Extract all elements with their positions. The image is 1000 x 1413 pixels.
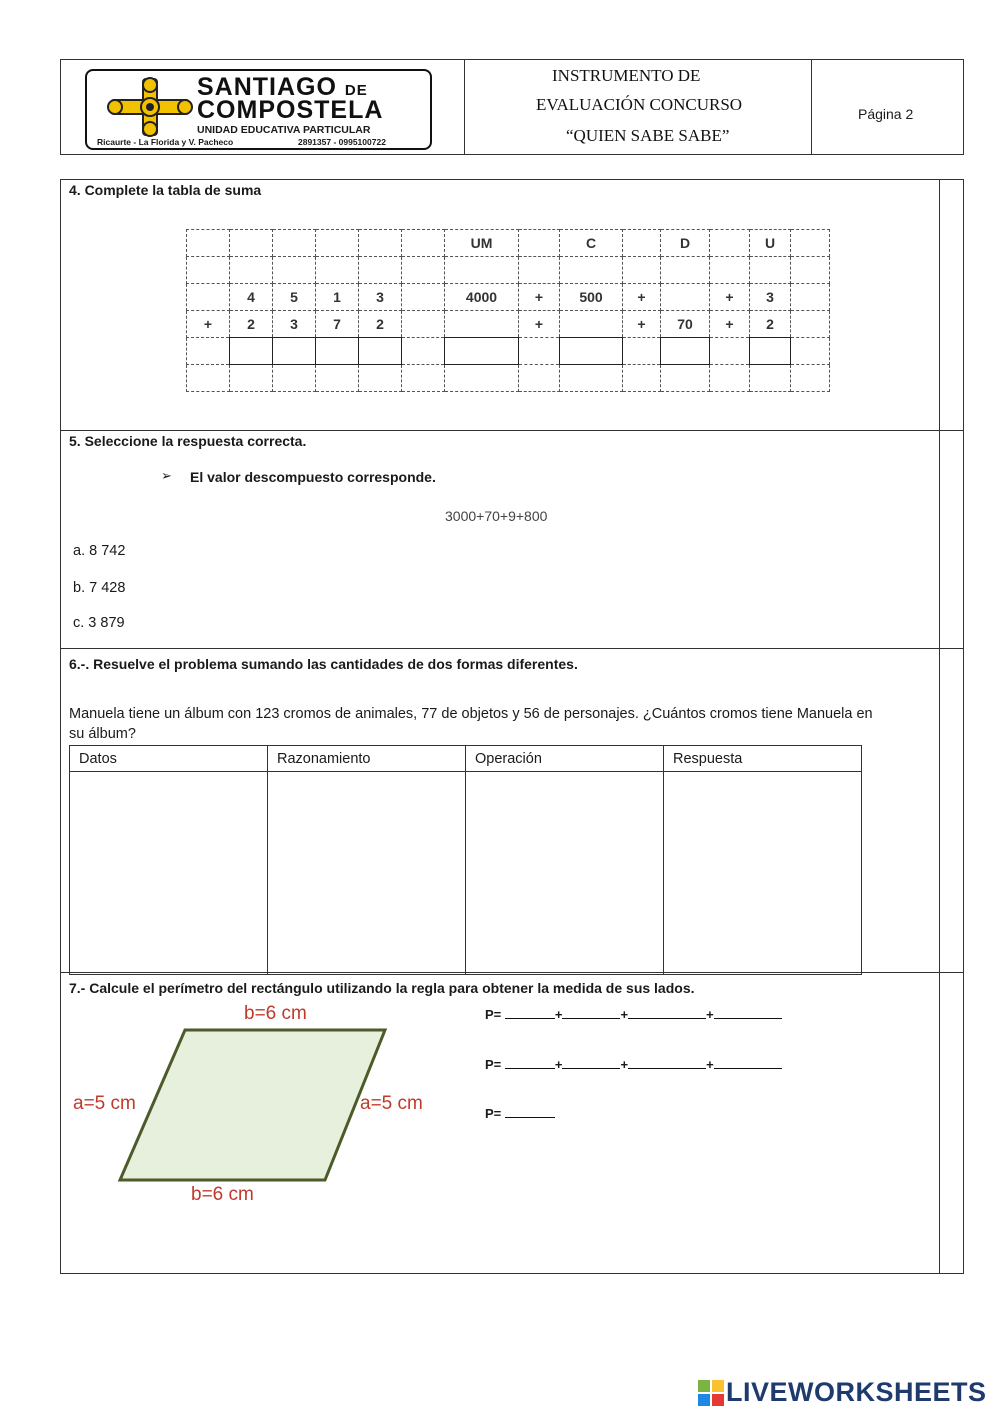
datos-answer-cell[interactable] — [70, 772, 268, 975]
blank-field[interactable] — [562, 1006, 620, 1019]
header-operacion: Operación — [466, 746, 664, 772]
answer-box[interactable] — [230, 338, 273, 365]
addition-table-cell — [445, 365, 519, 392]
page-label: Página 2 — [858, 106, 914, 122]
addition-table-cell — [187, 257, 230, 284]
addition-table-cell: + — [623, 311, 661, 338]
blank-field[interactable] — [714, 1056, 782, 1069]
addition-table-cell — [791, 365, 830, 392]
addition-table-cell: 3 — [750, 284, 791, 311]
answer-box[interactable] — [560, 338, 623, 365]
addition-table-row — [187, 284, 830, 311]
addition-table-cell[interactable] — [560, 311, 623, 338]
addition-table-row — [187, 338, 830, 365]
addition-table-cell[interactable] — [445, 311, 519, 338]
addition-table-cell — [402, 365, 445, 392]
solution-table — [69, 745, 862, 975]
addition-table-cell — [750, 257, 791, 284]
parallelogram-figure — [110, 1020, 400, 1190]
addition-table-cell: 7 — [316, 311, 359, 338]
header-table — [60, 59, 964, 155]
addition-table-cell[interactable] — [661, 284, 710, 311]
respuesta-answer-cell[interactable] — [664, 772, 862, 975]
plus-sign: + — [620, 1057, 629, 1072]
logo-phones: 2891357 - 0995100722 — [298, 137, 386, 147]
addition-table-cell — [560, 257, 623, 284]
addition-table-cell: 500 — [560, 284, 623, 311]
addition-table-cell — [359, 257, 402, 284]
addition-table-row — [187, 230, 830, 257]
addition-table-cell — [316, 257, 359, 284]
addition-table-cell — [402, 311, 445, 338]
header-razonamiento: Razonamiento — [268, 746, 466, 772]
addition-table-cell — [519, 257, 560, 284]
addition-table-row — [187, 257, 830, 284]
addition-table-cell — [230, 365, 273, 392]
plus-sign: + — [620, 1007, 629, 1022]
plus-sign: + — [706, 1007, 714, 1022]
addition-table-cell — [623, 338, 661, 365]
plus-sign: + — [554, 1057, 563, 1072]
liveworksheets-brand: LIVEWORKSHEETS — [726, 1377, 987, 1407]
addition-table-cell — [187, 338, 230, 365]
header-logo-cell — [61, 60, 465, 154]
plus-sign: + — [554, 1007, 563, 1022]
liveworksheets-logo-icon — [698, 1380, 724, 1406]
addition-table-cell: 3 — [273, 311, 316, 338]
answer-box[interactable] — [273, 338, 316, 365]
header-respuesta: Respuesta — [664, 746, 862, 772]
addition-table-cell — [230, 257, 273, 284]
addition-table-cell — [445, 257, 519, 284]
answer-box[interactable] — [661, 338, 710, 365]
addition-table-cell — [623, 365, 661, 392]
title-line-3: “QUIEN SABE SABE” — [566, 126, 730, 145]
addition-table-cell — [402, 338, 445, 365]
label-top-side: b=6 cm — [244, 1003, 307, 1024]
answer-box[interactable] — [750, 338, 791, 365]
arrow-bullet-icon: ➢ — [161, 468, 172, 483]
addition-table-cell — [710, 257, 750, 284]
addition-table-cell: 4 — [230, 284, 273, 311]
blank-field[interactable] — [628, 1056, 706, 1069]
addition-table-cell — [187, 284, 230, 311]
parallelogram-shape — [120, 1030, 385, 1180]
addition-table-cell — [623, 230, 661, 257]
problem-text-line2: su álbum? — [69, 726, 136, 742]
addition-table-cell: 2 — [359, 311, 402, 338]
problem-text-line1: Manuela tiene un álbum con 123 cromos de animales, 77 de objetos y 56 de personajes. ¿Cuántos cromos tiene Manuela en — [69, 706, 873, 722]
addition-table-cell — [519, 338, 560, 365]
addition-table-cell: D — [661, 230, 710, 257]
question-4-title: 4. Complete la tabla de suma — [69, 182, 262, 198]
option-b[interactable]: b. 7 428 — [73, 580, 126, 596]
cross-emblem-icon — [105, 77, 195, 137]
addition-table-cell — [560, 365, 623, 392]
addition-table-row — [187, 311, 830, 338]
addition-table-cell — [402, 284, 445, 311]
answer-box[interactable] — [445, 338, 519, 365]
addition-table-cell: 2 — [750, 311, 791, 338]
answer-box[interactable] — [316, 338, 359, 365]
addition-table-cell — [750, 365, 791, 392]
option-a[interactable]: a. 8 742 — [73, 543, 126, 559]
addition-table-cell: + — [519, 284, 560, 311]
addition-table-cell: + — [623, 284, 661, 311]
plus-sign: + — [706, 1057, 714, 1072]
addition-table-cell: 1 — [316, 284, 359, 311]
addition-table-cell — [791, 311, 830, 338]
addition-table-cell — [623, 257, 661, 284]
addition-table-cell — [230, 230, 273, 257]
blank-field[interactable] — [505, 1006, 555, 1019]
addition-table-cell — [316, 230, 359, 257]
addition-table-cell: 3 — [359, 284, 402, 311]
label-bottom-side: b=6 cm — [191, 1184, 254, 1205]
addition-table-cell: 4000 — [445, 284, 519, 311]
logo-address: Ricaurte - La Florida y V. Pacheco — [97, 137, 234, 147]
title-line-1: INSTRUMENTO DE — [552, 66, 701, 85]
decomposed-expression: 3000+70+9+800 — [445, 508, 548, 524]
school-logo — [85, 69, 432, 150]
addition-table-cell — [273, 230, 316, 257]
blank-field[interactable] — [562, 1056, 620, 1069]
logo-name-line1: SANTIAGO — [197, 73, 337, 101]
addition-table-cell: 5 — [273, 284, 316, 311]
addition-table-cell: + — [710, 311, 750, 338]
addition-table-row — [187, 365, 830, 392]
p-label: P= — [485, 1106, 502, 1121]
section-divider — [60, 648, 964, 649]
header-page-cell — [811, 60, 963, 154]
perimeter-sum-line-2 — [485, 1056, 782, 1072]
logo-name-line2: COMPOSTELA — [197, 96, 384, 124]
section-divider — [60, 430, 964, 431]
addition-table-cell — [791, 257, 830, 284]
blank-field[interactable] — [505, 1056, 555, 1069]
question-5-title: 5. Seleccione la respuesta correcta. — [69, 433, 307, 449]
addition-table-cell — [519, 230, 560, 257]
operacion-answer-cell[interactable] — [466, 772, 664, 975]
addition-table-cell — [519, 365, 560, 392]
addition-table-cell: + — [519, 311, 560, 338]
option-c[interactable]: c. 3 879 — [73, 615, 125, 631]
addition-table-cell — [187, 230, 230, 257]
question-6-title: 6.-. Resuelve el problema sumando las cantidades de dos formas diferentes. — [69, 656, 578, 672]
addition-table-cell — [402, 230, 445, 257]
addition-table-cell: 70 — [661, 311, 710, 338]
p-label: P= — [485, 1057, 502, 1072]
addition-table-cell — [791, 284, 830, 311]
answer-box[interactable] — [359, 338, 402, 365]
label-right-side: a=5 cm — [360, 1093, 423, 1114]
addition-table-cell: + — [710, 284, 750, 311]
addition-table-cell: C — [560, 230, 623, 257]
addition-table-cell — [187, 365, 230, 392]
header-datos: Datos — [70, 746, 268, 772]
perimeter-sum-line-1 — [485, 1006, 782, 1022]
blank-field[interactable] — [505, 1105, 555, 1118]
addition-table-cell — [710, 365, 750, 392]
label-left-side: a=5 cm — [73, 1093, 136, 1114]
addition-table-cell — [710, 230, 750, 257]
addition-table-cell: + — [187, 311, 230, 338]
addition-table-cell: UM — [445, 230, 519, 257]
addition-table-cell — [273, 257, 316, 284]
addition-table-cell — [273, 365, 316, 392]
addition-table-cell — [791, 230, 830, 257]
addition-table-cell — [316, 365, 359, 392]
p-label: P= — [485, 1007, 502, 1022]
logo-subtitle: UNIDAD EDUCATIVA PARTICULAR — [197, 124, 371, 136]
question-5-instruction: El valor descompuesto corresponde. — [190, 469, 436, 485]
perimeter-result-line — [485, 1105, 555, 1121]
addition-table-cell — [710, 338, 750, 365]
addition-table-cell: 2 — [230, 311, 273, 338]
title-line-2: EVALUACIÓN CONCURSO — [536, 95, 743, 114]
blank-field[interactable] — [714, 1006, 782, 1019]
question-7-title: 7.- Calcule el perímetro del rectángulo utilizando la regla para obtener la medida de sus lados. — [69, 980, 695, 996]
addition-table-cell: U — [750, 230, 791, 257]
razonamiento-answer-cell[interactable] — [268, 772, 466, 975]
addition-table-cell — [661, 257, 710, 284]
addition-table-cell — [791, 338, 830, 365]
addition-table-cell — [661, 365, 710, 392]
logo-name-de: DE — [344, 82, 368, 99]
addition-table-cell — [359, 365, 402, 392]
margin-column-line — [939, 179, 940, 1274]
addition-table — [186, 229, 830, 392]
addition-table-cell — [359, 230, 402, 257]
header-title-cell — [464, 60, 812, 154]
blank-field[interactable] — [628, 1006, 706, 1019]
addition-table-cell — [402, 257, 445, 284]
